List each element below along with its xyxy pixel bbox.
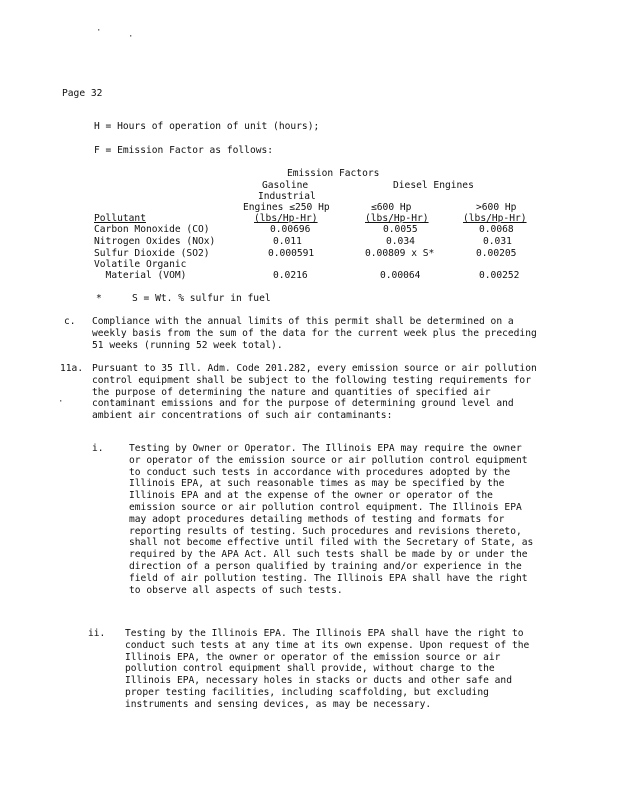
row-gasoline-value: 0.0216 [273,270,308,281]
header-gasoline: Gasoline [262,180,309,191]
row-diesel-small-value: 0.00064 [380,270,421,281]
item-c-text: Compliance with the annual limits of this permit shall be determined on a weekly basis from the sum of the data for the current week plus the preceding 51 weeks (running 52 week total). [92,316,537,351]
header-pollutant: Pollutant [94,213,146,224]
definition-f: F = Emission Factor as follows: [94,145,274,156]
sub-i-label: i. [92,443,104,454]
header-gasoline-industrial: Industrial [258,191,316,202]
header-diesel: Diesel Engines [393,180,474,191]
row-gasoline-value: 0.011 [273,236,302,247]
row-gasoline-value: 0.000591 [268,248,315,259]
row-diesel-large-value: 0.00205 [476,248,517,259]
scan-speck: · [96,26,102,36]
page-label: Page 32 [62,88,103,99]
footnote-mark: * [96,293,102,304]
row-pollutant: Carbon Monoxide (CO) [94,224,210,235]
row-pollutant: Material (VOM) [94,270,187,281]
row-diesel-large-value: 0.0068 [479,224,514,235]
scan-speck: · [58,397,64,407]
table-caption: Emission Factors [287,168,380,179]
footnote-text: S = Wt. % sulfur in fuel [132,293,271,304]
sub-i-text: Testing by Owner or Operator. The Illinois EPA may require the owner or operator of the emission source or air pollution control equipment to conduct such tests in accordance with procedures adopted by the Illinois EPA, at such reasonable times as may be specified by the Illinois EPA and at the expense of the owner or operator of the emission source or air pollution control equipment. The Illinois EPA may adopt procedures detailing methods of testing and formats for reporting results of testing. Such procedures and revisions thereto, shall not become effective until filed with the Secretary of State, as required by the APA Act. All such tests shall be made by or under the direction of a person qualified by training and/or experience in the field of air pollution testing. The Illinois EPA shall have the right to observe all aspects of such tests. [129,443,534,596]
header-diesel-large-units: (lbs/Hp-Hr) [463,213,527,224]
header-diesel-small-units: (lbs/Hp-Hr) [365,213,429,224]
header-diesel-large-hp: >600 Hp [476,202,517,213]
header-gasoline-engines: Engines ≤250 Hp [243,202,330,213]
item-11a-text: Pursuant to 35 Ill. Adm. Code 201.282, every emission source or air pollution control equipment shall be subject to the following testing requirements for the purpose of determining the nature and quantities of specified air contaminant emissions and for the purpose of determining ground level and ambient air concentrations of such air contaminants: [92,363,537,422]
header-gasoline-units: (lbs/Hp-Hr) [254,213,318,224]
row-pollutant: Nitrogen Oxides (NOx) [94,236,216,247]
row-diesel-small-value: 0.0055 [383,224,418,235]
scan-speck: · [128,32,134,42]
definition-h: H = Hours of operation of unit (hours); [94,121,320,132]
sub-ii-label: ii. [88,628,106,639]
row-diesel-small-value: 0.034 [386,236,415,247]
row-pollutant: Volatile Organic [94,259,187,270]
row-pollutant: Sulfur Dioxide (SO2) [94,248,210,259]
item-c-label: c. [64,316,76,327]
row-diesel-small-value: 0.00809 x S* [365,248,435,259]
item-11a-label: 11a. [60,363,84,374]
row-diesel-large-value: 0.00252 [479,270,520,281]
sub-ii-text: Testing by the Illinois EPA. The Illinois EPA shall have the right to conduct such tests at any time at its own expense. Upon request of the Illinois EPA, the owner or operator of the emission source or air pollution control equipment shall provide, without charge to the Illinois EPA, necessary holes in stacks or ducts and other safe and proper testing facilities, including scaffolding, but excluding instruments and sensing devices, as may be necessary. [125,628,530,710]
row-gasoline-value: 0.00696 [270,224,311,235]
header-diesel-small-hp: ≤600 Hp [371,202,412,213]
row-diesel-large-value: 0.031 [483,236,512,247]
